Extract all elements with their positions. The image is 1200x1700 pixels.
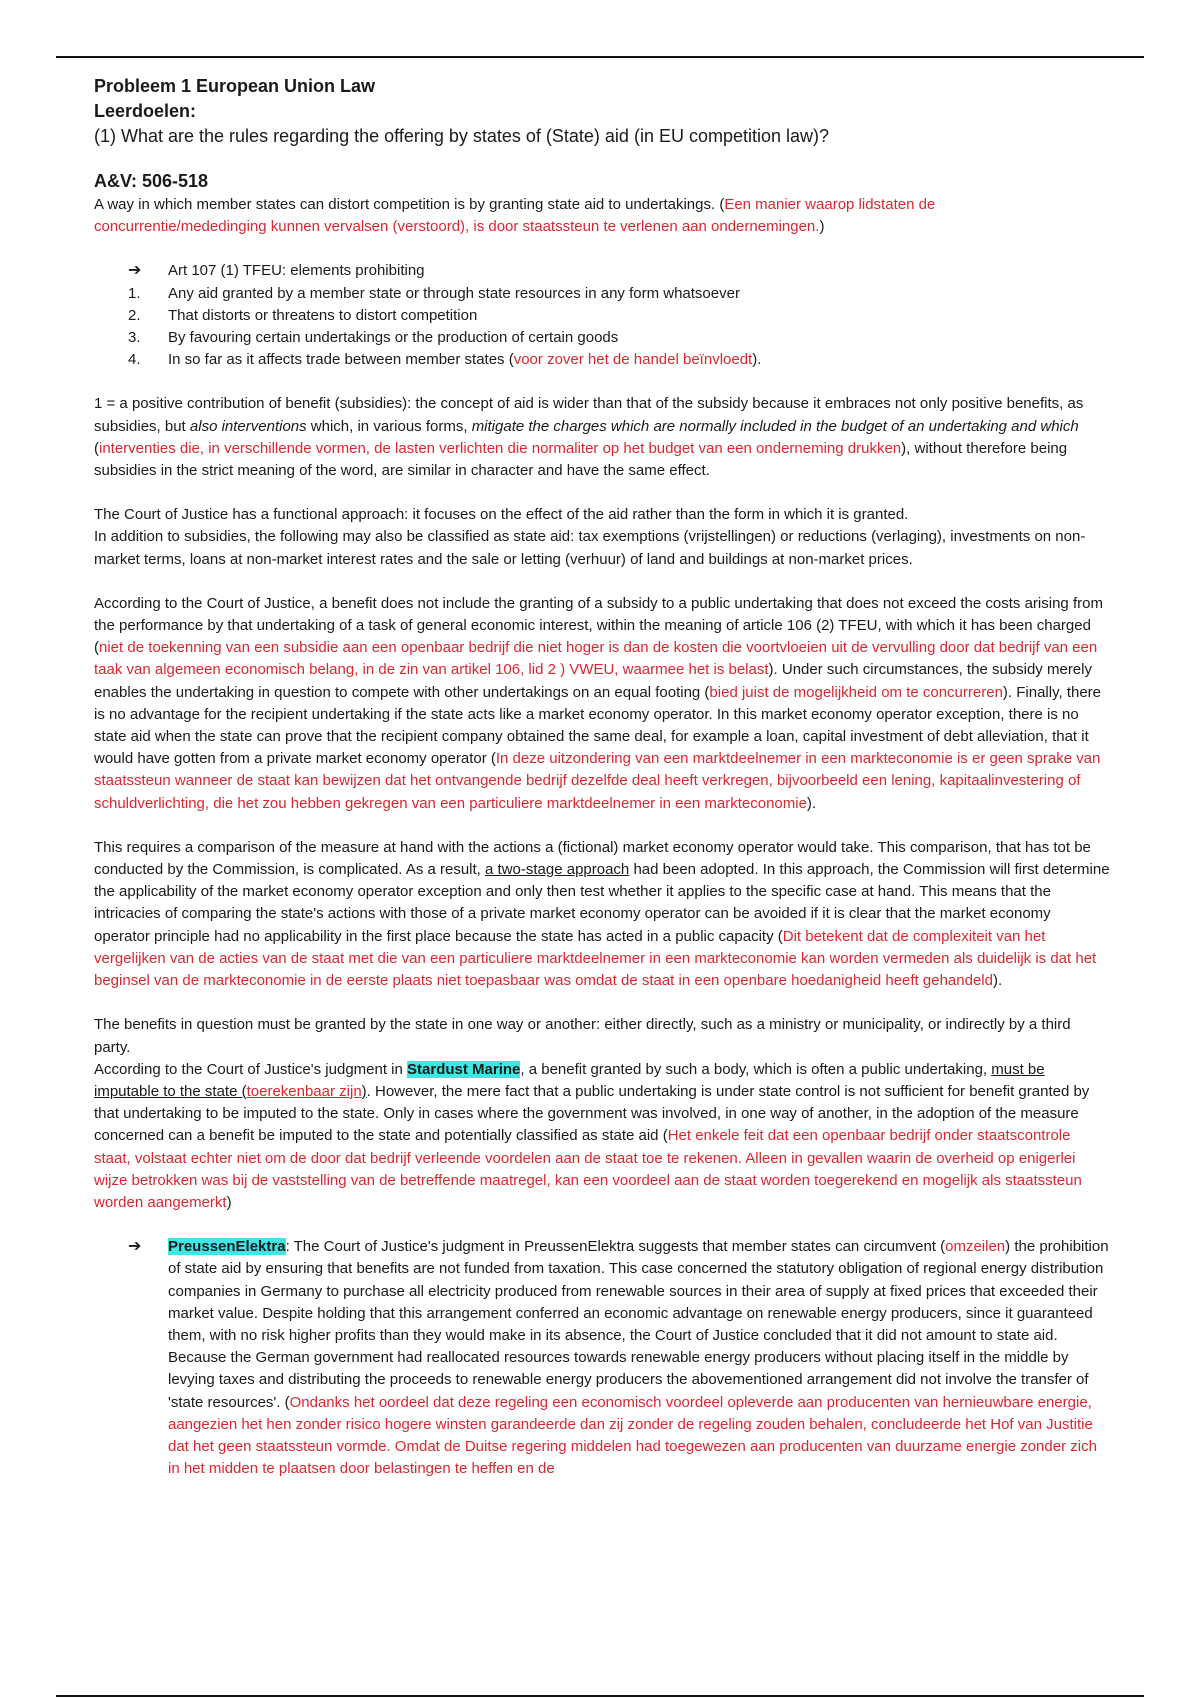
document-page — [94, 74, 1110, 1480]
paragraph-imputability: The benefits in question must be granted by the state in one way or another: either directly, such as a ministry or municipality, or indirectly by a third party. According to the Court of Justice's judgment in Stardust Marine, a benefit granted by such a body, which is often a public undertaking, must be imputable to the state (toerekenbaar zijn). However, the mere fact that a public undertaking is under state control is not sufficient for benefit granted by that undertaking to be imputed to the state. Only in cases where the government was involved, in one way of another, in the adoption of the measure concerned can a benefit be imputed to the state and potentially classified as state aid (Het enkele feit dat een openbaar bedrijf onder staatscontrole staat, volstaat echter niet om de door dat bedrijf verleende voordelen aan de staat toe te rekenen. Alleen in gevallen waarin de overheid op enigerlei wijze betrokken was bij de vaststelling van de betreffende maatregel, kan een voordeel aan de staat worden toegerekend en mogelijk als staatssteun worden aangemerkt) — [94, 1016, 1090, 1211]
list-item: 4. In so far as it affects trade between member states (voor zover het de handel beïnvloedt). — [128, 351, 762, 369]
case-highlight-stardust: Stardust Marine — [407, 1060, 521, 1078]
section-heading: A&V: 506-518 — [94, 171, 209, 191]
art107-title: ➔ Art 107 (1) TFEU: elements prohibiting — [94, 260, 1110, 282]
bottom-rule — [56, 1695, 1144, 1697]
top-rule — [56, 56, 1144, 58]
paragraph-public-undertaking: According to the Court of Justice, a benefit does not include the granting of a subsidy to a public undertaking that does not exceed the costs arising from the performance by that undertaking of a task of general economic interest, within the meaning of article 106 (2) TFEU, with which it has been charged (niet de toekenning van een subsidie aan een openbaar bedrijf die niet hoger is dan de kosten die voortvloeien uit de vervulling door dat bedrijf van een taak van algemeen economisch belang, in de zin van artikel 106, lid 2 ) VWEU, waarmee het is belast). Under such circumstances, the subsidy merely enables the undertaking in question to compete with other undertakings on an equal footing (bied juist de mogelijkheid om te concurreren). Finally, there is no advantage for the recipient undertaking if the state acts like a market economy operator. In this market economy operator exception, there is no state aid when the state can prove that the recipient company obtained the same deal, for example a loan, capital investment of debt alleviation, that it would have gotten from a private market economy operator (In deze uitzondering van een marktdeelnemer in een markteconomie is er geen sprake van staatssteun wanneer de staat kan bewijzen dat het ontvangende bedrijf dezelfde deal heeft verkregen, bijvoorbeeld een lening, kapitaalinvestering of schuldverlichting, die het zou hebben gekregen van een particuliere marktdeelnemer in een markteconomie). — [94, 594, 1103, 812]
intro-paragraph: A way in which member states can distort competition is by granting state aid to undertakings. (Een manier waarop lidstaten de concurrentie/mededinging kunnen vervalsen (verstoord), is door staatssteun te verlenen aan ondernemingen.) — [94, 196, 936, 236]
learning-goal-question: (1) What are the rules regarding the offering by states of (State) aid (in EU competition law)? — [94, 126, 830, 146]
learning-goals-label: Leerdoelen: — [94, 101, 197, 121]
paragraph-positive-contribution: 1 = a positive contribution of benefit (subsidies): the concept of aid is wider than that of the subsidy because it embraces not only positive benefits, as subsidies, but also interventions which, in various forms, mitigate the charges which are normally included in the budget of an undertaking and which (interventies die, in verschillende vormen, de lasten verlichten die normaliter op het budget van een onderneming drukken), without therefore being subsidies in the strict meaning of the word, are similar in character and have the same effect. — [94, 395, 1084, 480]
case-highlight-preussenelektra: PreussenElektra — [168, 1238, 286, 1256]
list-item: 1. Any aid granted by a member state or through state resources in any form whatsoever — [128, 284, 740, 302]
arrow-icon: ➔ — [128, 1238, 142, 1256]
list-item: 2. That distorts or threatens to distort competition — [128, 306, 478, 324]
list-item: 3. By favouring certain undertakings or the production of certain goods — [128, 329, 619, 347]
document-title: Probleem 1 European Union Law — [94, 76, 376, 96]
paragraph-two-stage-approach: This requires a comparison of the measure at hand with the actions a (fictional) market economy operator would take. This comparison, that has tot be conducted by the Commission, is complicated. As a result, a two-stage approach had been adopted. In this approach, the Commission will first determine the applicability of the market economy operator exception and only then test whether it applies to the specific case at hand. This means that the intricacies of comparing the state's actions with those of a private market economy operator can be avoided if it is clear that the market economy operator principle had no applicability in the first place because the state has acted in a public capacity (Dit betekent dat de complexiteit van het vergelijken van de acties van de staat met die van een particuliere marktdeelnemer in een markteconomie kan worden vermeden als duidelijk is dat het beginsel van de markteconomie in de eerste plaats niet toepasbaar was omdat de staat in een openbare hoedanigheid heeft gehandeld). — [94, 838, 1110, 990]
art107-list — [94, 260, 1110, 371]
paragraph-functional-approach: The Court of Justice has a functional approach: it focuses on the effect of the aid rather than the form in which it is granted. In addition to subsidies, the following may also be classified as state aid: tax exemptions (vrijstellingen) or reductions (verlaging), investments on non-market terms, loans at non-market interest rates and the sale or letting (verhuur) of land and buildings at non-market prices. — [94, 506, 1086, 568]
arrow-icon: ➔ — [128, 262, 142, 280]
preussenelektra-block: ➔ PreussenElektra: The Court of Justice's judgment in PreussenElektra suggests that member states can circumvent (omzeilen) the prohibition of state aid by ensuring that benefits are not funded from taxation. This case concerned the statutory obligation of regional energy distribution companies in Germany to purchase all electricity produced from renewable sources in their area of supply at fixed prices that exceeded their market value. Despite holding that this arrangement conferred an economic advantage on renewable energy producers, since it guaranteed them, with no risk higher profits than they would make in its absence, the Court of Justice concluded that it did not amount to state aid. Because the German government had reallocated resources towards renewable energy producers without placing itself in the middle by levying taxes and distributing the proceeds to renewable energy producers the abovementioned arrangement did not involve the transfer of 'state resources'. (Ondanks het oordeel dat deze regeling een economisch voordeel opleverde aan producenten van hernieuwbare energie, aangezien het hen zonder risico hogere winsten garandeerde dan zij zonder de regeling zouden behalen, concludeerde het Hof van Justitie dat het geen staatssteun vormde. Omdat de Duitse regering middelen had toegewezen aan producenten van duurzame energie zonder zich in het midden te plaatsen door belastingen te heffen en de — [128, 1238, 1109, 1478]
